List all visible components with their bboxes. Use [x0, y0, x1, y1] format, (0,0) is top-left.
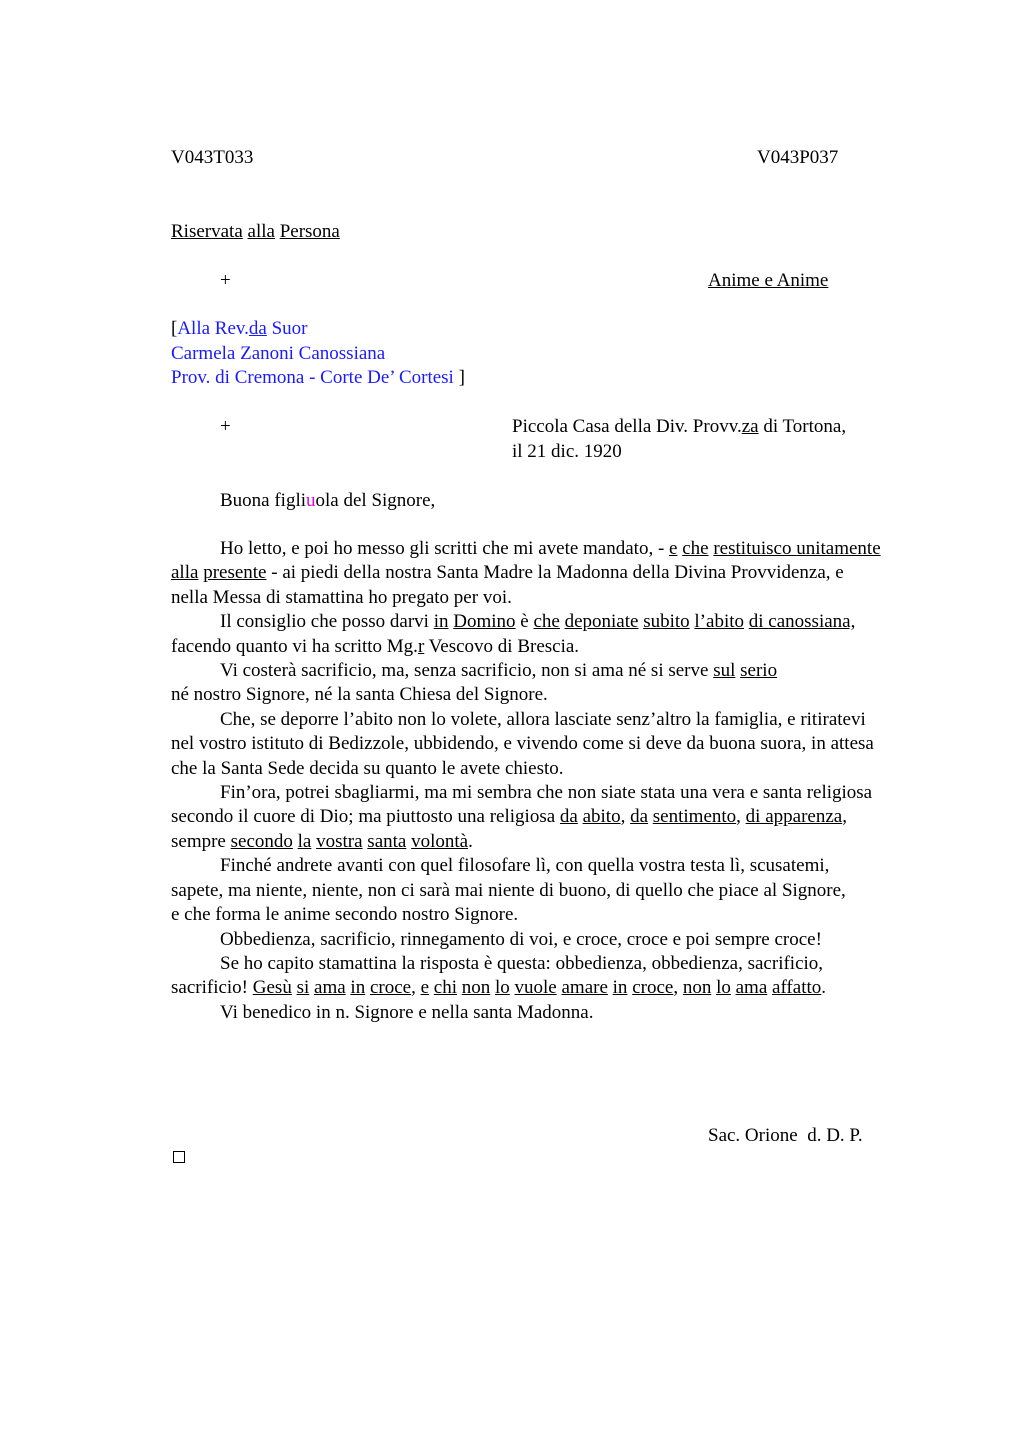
motto: Anime e Anime	[708, 270, 829, 291]
paragraph-7: Fin’ora, potrei sbagliarmi, ma mi sembra che non siate stata una vera e santa religiosa secondo il cuore di Dio; ma piuttosto una religiosa da abito, da sentimento, di apparenza, sempre secondo la vostra santa volontà.	[171, 782, 873, 852]
paragraph-4: Vi costerà sacrificio, ma, senza sacrificio, non si ama né si serve sul serio né nostro Signore, né la santa Chiesa del Signore.	[171, 660, 778, 706]
document-code-right: V043P037	[757, 147, 839, 168]
cross-mark: +	[220, 270, 231, 291]
paragraph-8: Finché andrete avanti con quel filosofare lì, con quella vostra testa lì, scusatemi, sapete, ma niente, niente, non ci sarà mai niente di buono, di quello che piace al Signore,	[171, 855, 846, 901]
paragraph-2: Il consiglio che posso darvi in Domino è che deponiate subito l’abito di canossiana,	[220, 611, 856, 633]
cross-mark-2: +	[220, 416, 231, 437]
date-line: il 21 dic. 1920	[512, 441, 622, 462]
paragraph-12: Vi benedico in n. Signore e nella santa Madonna.	[220, 1001, 594, 1023]
reserved-note: Riservata alla Persona	[171, 221, 340, 242]
recipient-line-2: Carmela Zanoni Canossiana	[171, 343, 386, 364]
paragraph-3: facendo quanto vi ha scritto Mg.r Vescovo di Brescia.	[171, 635, 580, 657]
place-line-1: Piccola Casa della Div. Provv.za di Tortona,	[512, 416, 847, 437]
paragraph-11: Se ho capito stamattina la risposta è questa: obbedienza, obbedienza, sacrificio, sacrificio! Gesù si ama in croce, e chi non lo vuole amare in croce, non lo ama affatto.	[171, 952, 827, 999]
paragraph-5: Che, se deporre l’abito non lo volete, allora lasciate senz’altro la famiglia, e ritiratevi	[220, 708, 866, 730]
paragraph-9: e che forma le anime secondo nostro Signore.	[171, 904, 519, 926]
paragraph-6: nel vostro istituto di Bedizzole, ubbidendo, e vivendo come si deve da buona suora, in attesa che la Santa Sede decida su quanto le avete chiesto.	[171, 733, 874, 779]
document-code-left: V043T033	[171, 147, 254, 168]
signature: Sac. Orione d. D. P.	[708, 1125, 863, 1146]
recipient-line-1: [Alla Rev.da Suor	[171, 318, 308, 339]
letter-body	[171, 537, 883, 1025]
salutation: Buona figliuola del Signore,	[220, 490, 436, 511]
paragraph-10: Obbedienza, sacrificio, rinnegamento di voi, e croce, croce e poi sempre croce!	[220, 928, 822, 950]
paragraph-1: Ho letto, e poi ho messo gli scritti che mi avete mandato, - e che restituisco unitamente alla presente - ai piedi della nostra Santa Madre la Madonna della Divina Provvidenza, e nella Messa di stamattina ho pregato per voi.	[171, 538, 881, 608]
recipient-line-3: Prov. di Cremona - Corte De’ Cortesi ]	[171, 367, 465, 388]
end-mark	[173, 1151, 185, 1163]
